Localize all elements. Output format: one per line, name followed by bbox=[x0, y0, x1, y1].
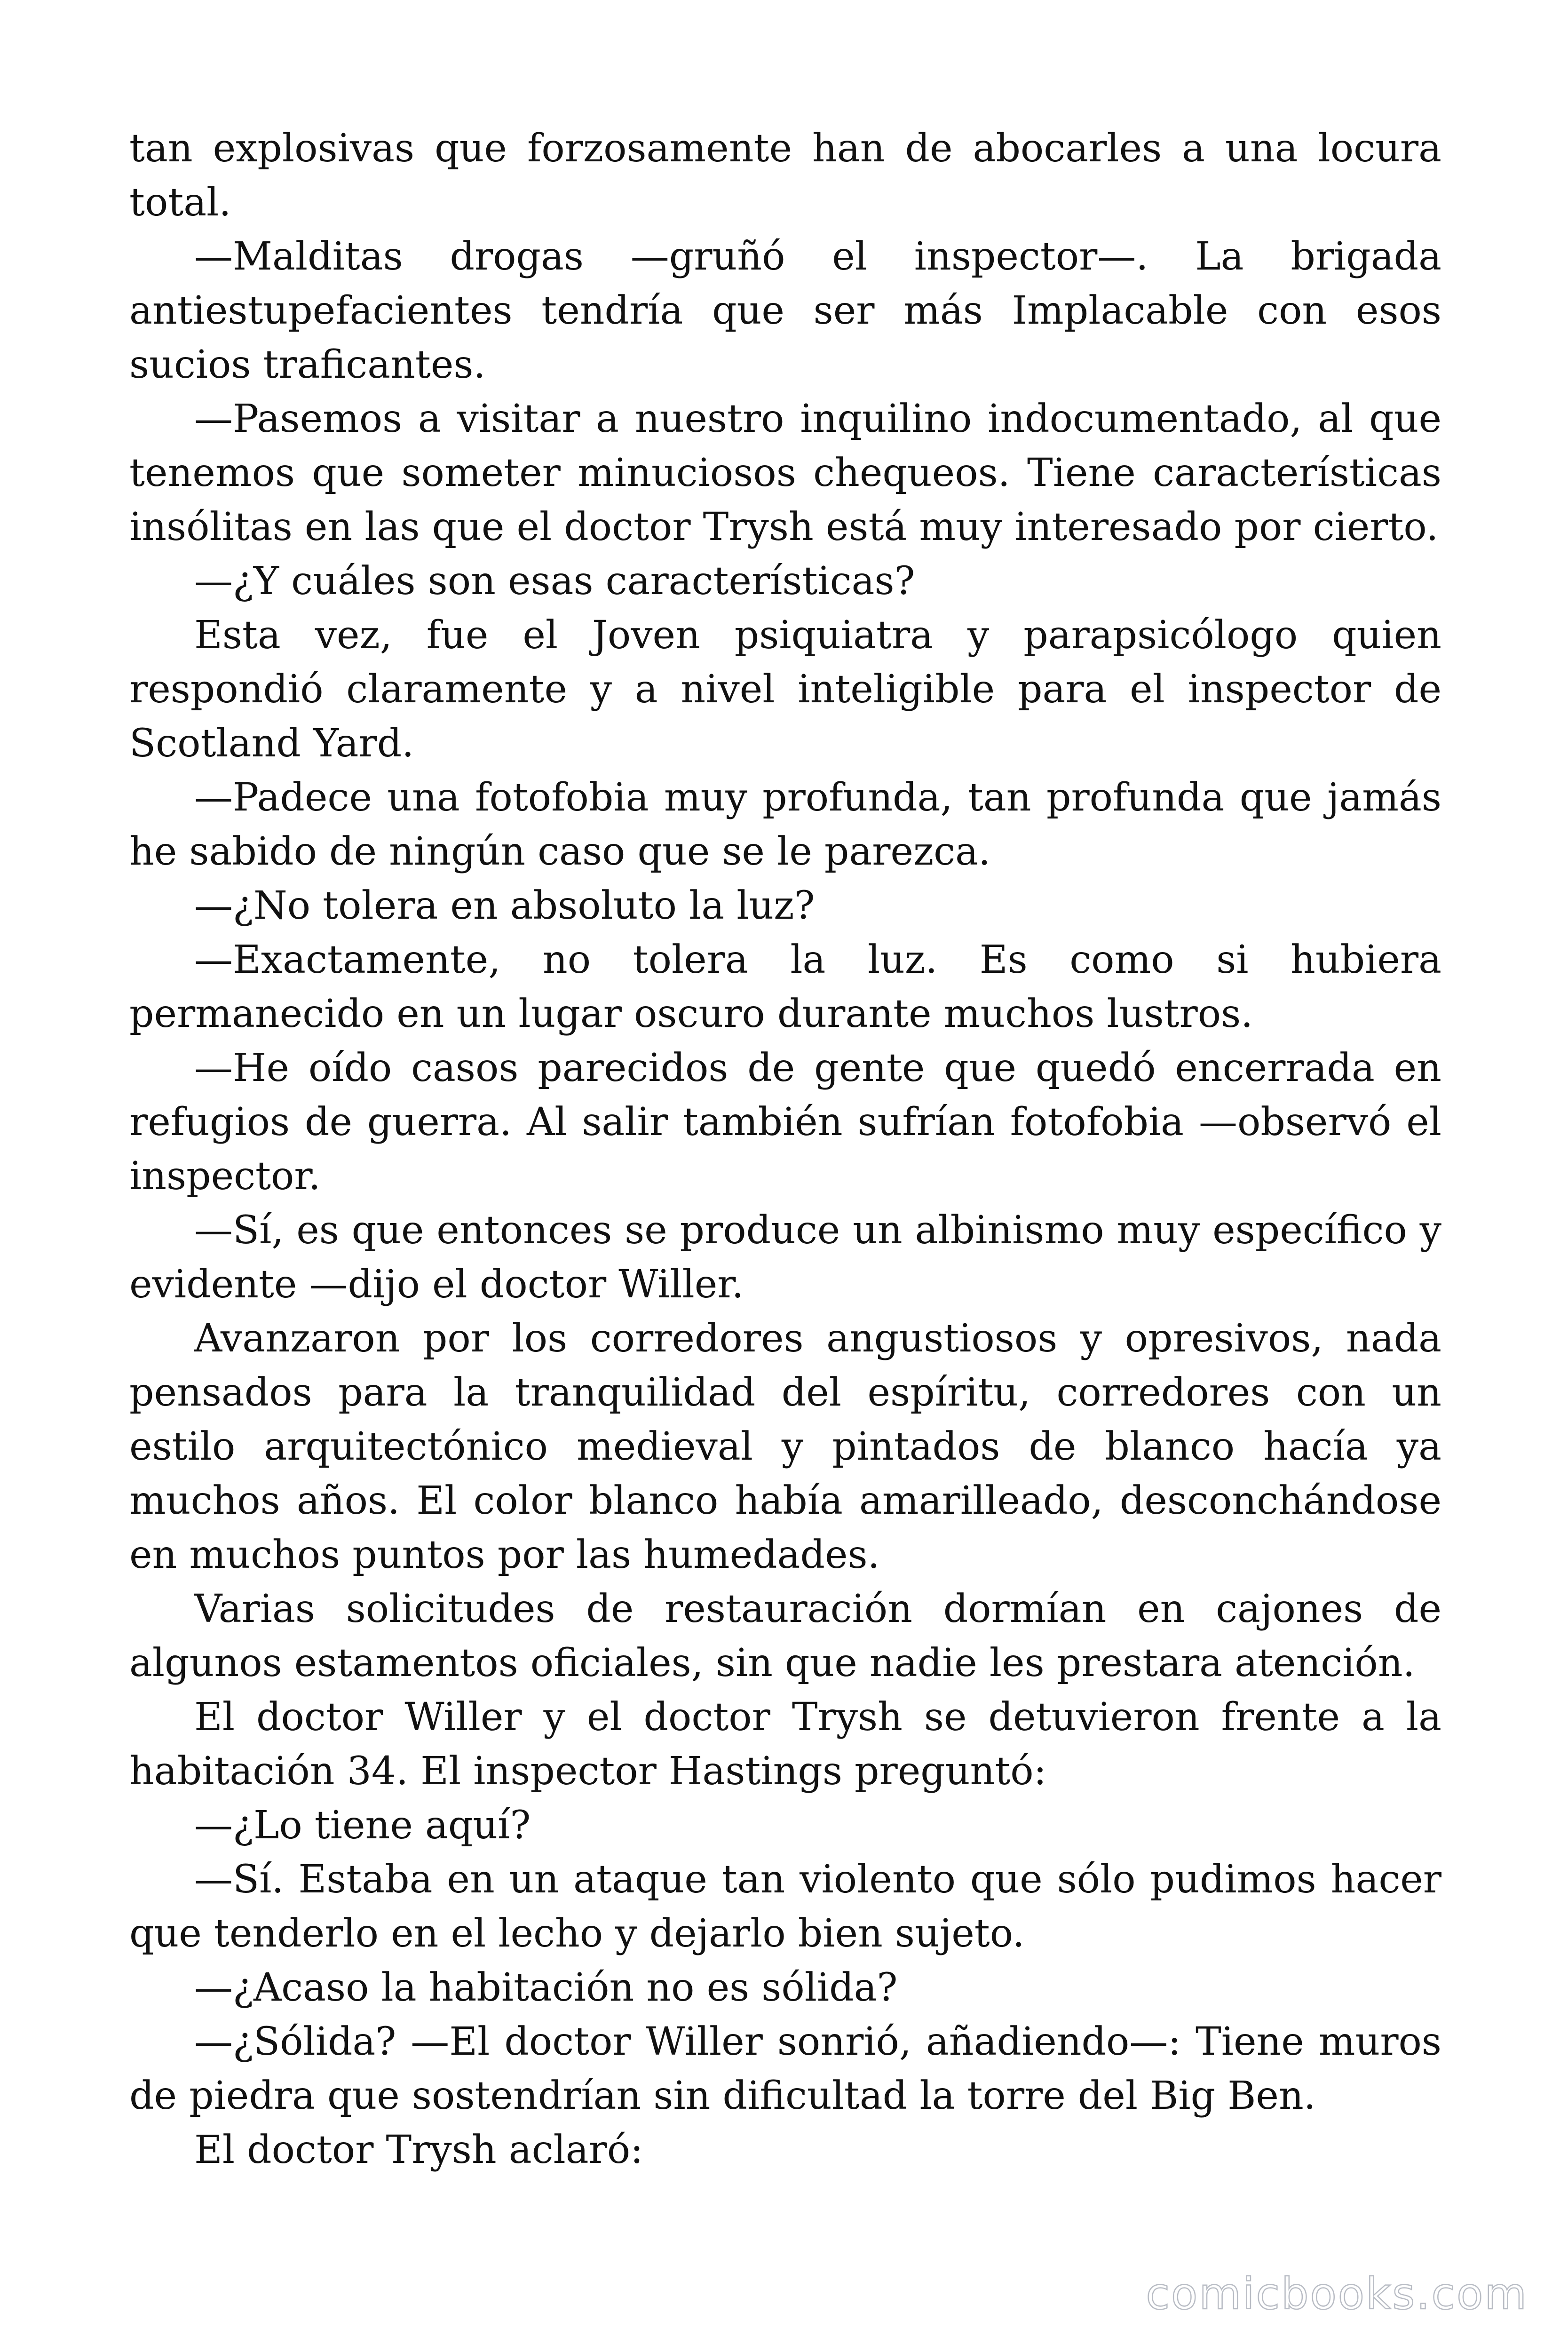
paragraph: Esta vez, fue el Joven psiquiatra y parapsicólogo quien respondió claramente y a nivel inteligible para el inspector de Scotland Yard. bbox=[129, 613, 1441, 766]
paragraph: tan explosivas que forzosamente han de abocarles a una locura total. bbox=[129, 126, 1441, 225]
paragraph: —Sí, es que entonces se produce un albinismo muy específico y evidente —dijo el doctor Willer. bbox=[129, 1208, 1441, 1307]
paragraph: —¿No tolera en absoluto la luz? bbox=[194, 883, 815, 928]
paragraph: El doctor Trysh aclaró: bbox=[194, 2128, 643, 2172]
paragraph: El doctor Willer y el doctor Trysh se detuvieron frente a la habitación 34. El inspector Hastings preguntó: bbox=[129, 1695, 1441, 1794]
paragraph: —Sí. Estaba en un ataque tan violento que sólo pudimos hacer que tenderlo en el lecho y dejarlo bien sujeto. bbox=[129, 1857, 1441, 1956]
page-text bbox=[129, 121, 1441, 2177]
paragraph: —¿Sólida? —El doctor Willer sonrió, añadiendo—: Tiene muros de piedra que sostendrían sin dificultad la torre del Big Ben. bbox=[129, 2019, 1441, 2118]
paragraph: —¿Lo tiene aquí? bbox=[194, 1803, 531, 1848]
watermark-logo: comicbooks.com bbox=[1146, 2269, 1528, 2319]
paragraph: Avanzaron por los corredores angustiosos y opresivos, nada pensados para la tranquilidad del espíritu, corredores con un estilo arquitectónico medieval y pintados de blanco hacía ya muchos años. El color blanco había amarilleado, desconchándose en muchos puntos por las humedades. bbox=[129, 1316, 1441, 1577]
paragraph: —¿Y cuáles son esas características? bbox=[194, 559, 915, 604]
paragraph: —He oído casos parecidos de gente que quedó encerrada en refugios de guerra. Al salir también sufrían fotofobia —observó el inspector. bbox=[129, 1046, 1441, 1199]
paragraph: —Exactamente, no tolera la luz. Es como si hubiera permanecido en un lugar oscuro durante muchos lustros. bbox=[129, 938, 1441, 1036]
paragraph: —Padece una fotofobia muy profunda, tan profunda que jamás he sabido de ningún caso que se le parezca. bbox=[129, 775, 1441, 874]
paragraph: —Malditas drogas —gruñó el inspector—. La brigada antiestupefacientes tendría que ser más Implacable con esos sucios traficantes. bbox=[129, 234, 1441, 387]
paragraph: Varias solicitudes de restauración dormían en cajones de algunos estamentos oficiales, sin que nadie les prestara atención. bbox=[129, 1587, 1441, 1685]
paragraph: —Pasemos a visitar a nuestro inquilino indocumentado, al que tenemos que someter minuciosos chequeos. Tiene características insólitas en las que el doctor Trysh está muy interesado por cierto. bbox=[129, 397, 1441, 549]
paragraph: —¿Acaso la habitación no es sólida? bbox=[194, 1965, 898, 2010]
